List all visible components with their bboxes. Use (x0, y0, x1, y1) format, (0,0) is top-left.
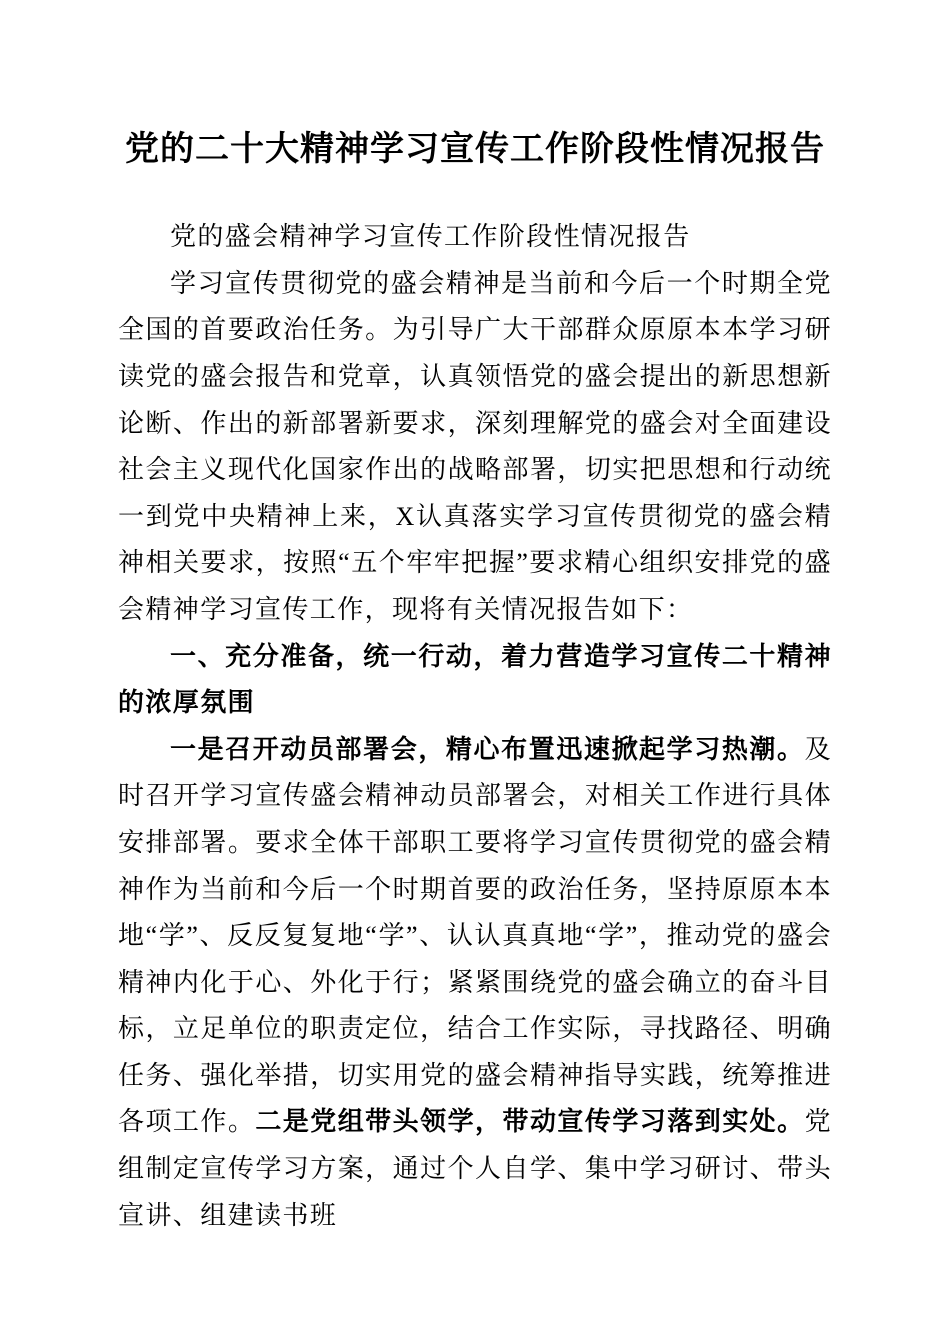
point-1-lead: 一是召开动员部署会，精心布置迅速掀起学习热潮。 (170, 734, 805, 764)
document-title: 党的二十大精神学习宣传工作阶段性情况报告 (125, 131, 825, 168)
document-content (118, 128, 832, 1239)
section-1-heading: 一、充分准备，统一行动，着力营造学习宣传二十精神的浓厚氛围 (118, 641, 832, 718)
point-1-body: 及时召开学习宣传盛会精神动员部署会，对相关工作进行具体安排部署。要求全体干部职工要将学习宣传贯彻党的盛会精神作为当前和今后一个时期首要的政治任务，坚持原原本本地“学”、反反复复地“学”、认认真真地“学”，推动党的盛会精神内化于心、外化于行；紧紧围绕党的盛会确立的奋斗目标，立足单位的职责定位，结合工作实际，寻找路径、明确任务、强化举措，切实用党的盛会精神指导实践，统筹推进各项工作。 (118, 734, 832, 1137)
subtitle-paragraph: 党的盛会精神学习宣传工作阶段性情况报告 (170, 222, 691, 252)
section-1-paragraph (118, 727, 832, 1240)
point-2-lead: 二是党组带头领学，带动宣传学习落到实处。 (255, 1107, 805, 1137)
point-2-body: 党组制定宣传学习方案，通过个人自学、集中学习研讨、带头宣讲、组建读书班 (118, 1107, 832, 1230)
intro-paragraph: 学习宣传贯彻党的盛会精神是当前和今后一个时期全党全国的首要政治任务。为引导广大干部群众原原本本学习研读党的盛会报告和党章，认真领悟党的盛会提出的新思想新论断、作出的新部署新要求，深刻理解党的盛会对全面建设社会主义现代化国家作出的战略部署，切实把思想和行动统一到党中央精神上来，X认真落实学习宣传贯彻党的盛会精神相关要求，按照“五个牢牢把握”要求精心组织安排党的盛会精神学习宣传工作，现将有关情况报告如下： (118, 268, 832, 624)
